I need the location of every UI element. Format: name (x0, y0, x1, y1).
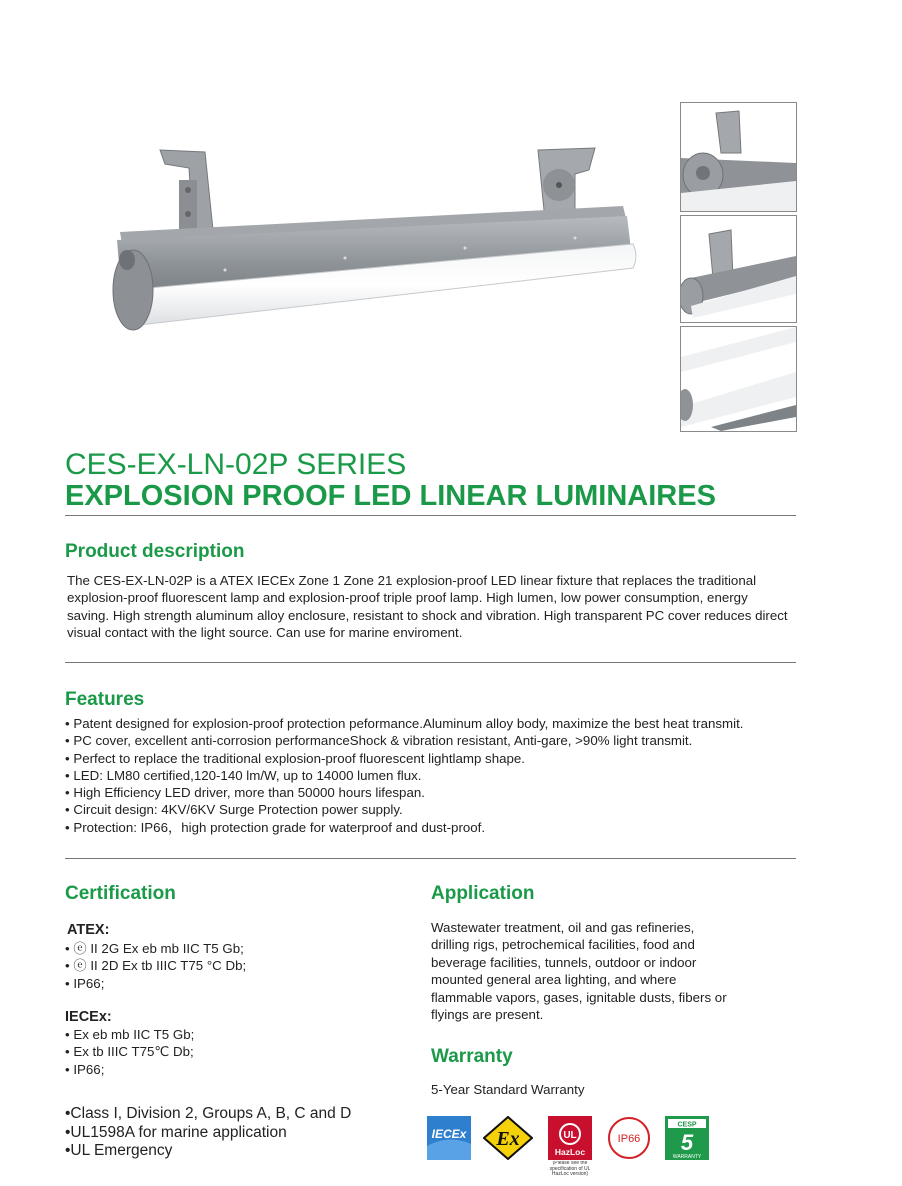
ul-cert-item: •UL1598A for marine application (65, 1123, 287, 1141)
ex-atex-logo (483, 1116, 533, 1160)
atex-item: • ⓔ II 2D Ex tb IIIC T75 °C Db; (65, 958, 247, 974)
series-title: CES-EX-LN-02P SERIES (65, 448, 407, 481)
svg-text:HazLoc: HazLoc (554, 1147, 586, 1157)
feature-item: • Perfect to replace the traditional explosion-proof fluorescent lightlamp shape. (65, 750, 525, 766)
svg-text:Ex: Ex (496, 1128, 520, 1150)
svg-text:IP66: IP66 (617, 1133, 641, 1145)
atex-item: • ⓔ II 2G Ex eb mb IIC T5 Gb; (65, 941, 244, 956)
iecex-list (65, 1026, 194, 1078)
ip66-badge (607, 1116, 651, 1160)
atex-heading: ATEX: (67, 922, 110, 938)
svg-text:WARRANTY: WARRANTY (672, 1154, 702, 1160)
ul-cert-item: •Class I, Division 2, Groups A, B, C and D (65, 1105, 352, 1122)
feature-item: • Circuit design: 4KV/6KV Surge Protection power supply. (65, 802, 403, 818)
warranty-heading: Warranty (431, 1046, 513, 1067)
iecex-item: • Ex eb mb IIC T5 Gb; (65, 1027, 195, 1042)
ul-cert-item: •UL Emergency (65, 1142, 173, 1159)
iecex-item: • IP66; (65, 1061, 105, 1077)
product-detail-thumbnail (680, 326, 797, 432)
product-subtitle: EXPLOSION PROOF LED LINEAR LUMINAIRES (65, 480, 716, 512)
divider (65, 858, 796, 859)
certification-heading: Certification (65, 883, 176, 904)
ul-cert-list (65, 1105, 351, 1161)
description-text: The CES-EX-LN-02P is a ATEX IECEx Zone 1 Zone 21 explosion-proof LED linear fixture that replaces the traditional explosion-proof fluorescent lamp and explosion-proof triple proof lamp. High lumen, low power consumption, energy saving. High strength aluminum alloy enclosure, resistant to shock and vibration. High transparent PC cover reduces direct visual contact with the light source. Can use for marine enviroment. (67, 573, 788, 641)
feature-item: • Patent designed for explosion-proof protection peformance.Aluminum alloy body, maximize the best heat transmit. (65, 716, 744, 731)
feature-item: • High Efficiency LED driver, more than 50000 hours lifespan. (65, 785, 425, 801)
svg-text:5: 5 (680, 1130, 694, 1155)
atex-list (65, 940, 246, 992)
atex-item: • IP66; (65, 975, 105, 991)
product-hero-image (105, 140, 650, 350)
feature-item: • Protection: IP66，high protection grade for waterproof and dust-proof. (65, 819, 486, 835)
ul-hazloc-logo: UL HazLoc (Please see the specification of UL HazLoc version) (548, 1116, 592, 1186)
divider (65, 662, 796, 663)
application-text: Wastewater treatment, oil and gas refineries, drilling rigs, petrochemical facilities, food and beverage facilities, tunnels, outdoor or indoor mounted general area lighting, and where flammable vapors, gases, ignitable dusts, fibers or flyings are present. (431, 920, 727, 1023)
application-heading: Application (431, 883, 535, 904)
features-list (65, 715, 743, 836)
feature-item: • PC cover, excellent anti-corrosion performanceShock & vibration resistant, Anti-gare, >90% light transmit. (65, 733, 693, 749)
iecex-heading: IECEx: (65, 1009, 112, 1025)
divider (65, 515, 796, 516)
description-heading: Product description (65, 541, 245, 562)
svg-text:CESP: CESP (677, 1121, 697, 1129)
product-detail-thumbnail (680, 102, 797, 212)
features-heading: Features (65, 689, 145, 710)
feature-item: • LED: LM80 certified,120-140 lm/W, up to 14000 lumen flux. (65, 767, 422, 783)
iecex-logo (427, 1116, 471, 1160)
product-detail-thumbnail (680, 215, 797, 323)
warranty-text: 5-Year Standard Warranty (431, 1082, 585, 1097)
iecex-item: • Ex tb IIIC T75℃ Db; (65, 1044, 194, 1060)
cesp-warranty-badge (665, 1116, 709, 1160)
svg-text:IECEx: IECEx (431, 1127, 467, 1141)
svg-text:UL: UL (563, 1130, 577, 1141)
